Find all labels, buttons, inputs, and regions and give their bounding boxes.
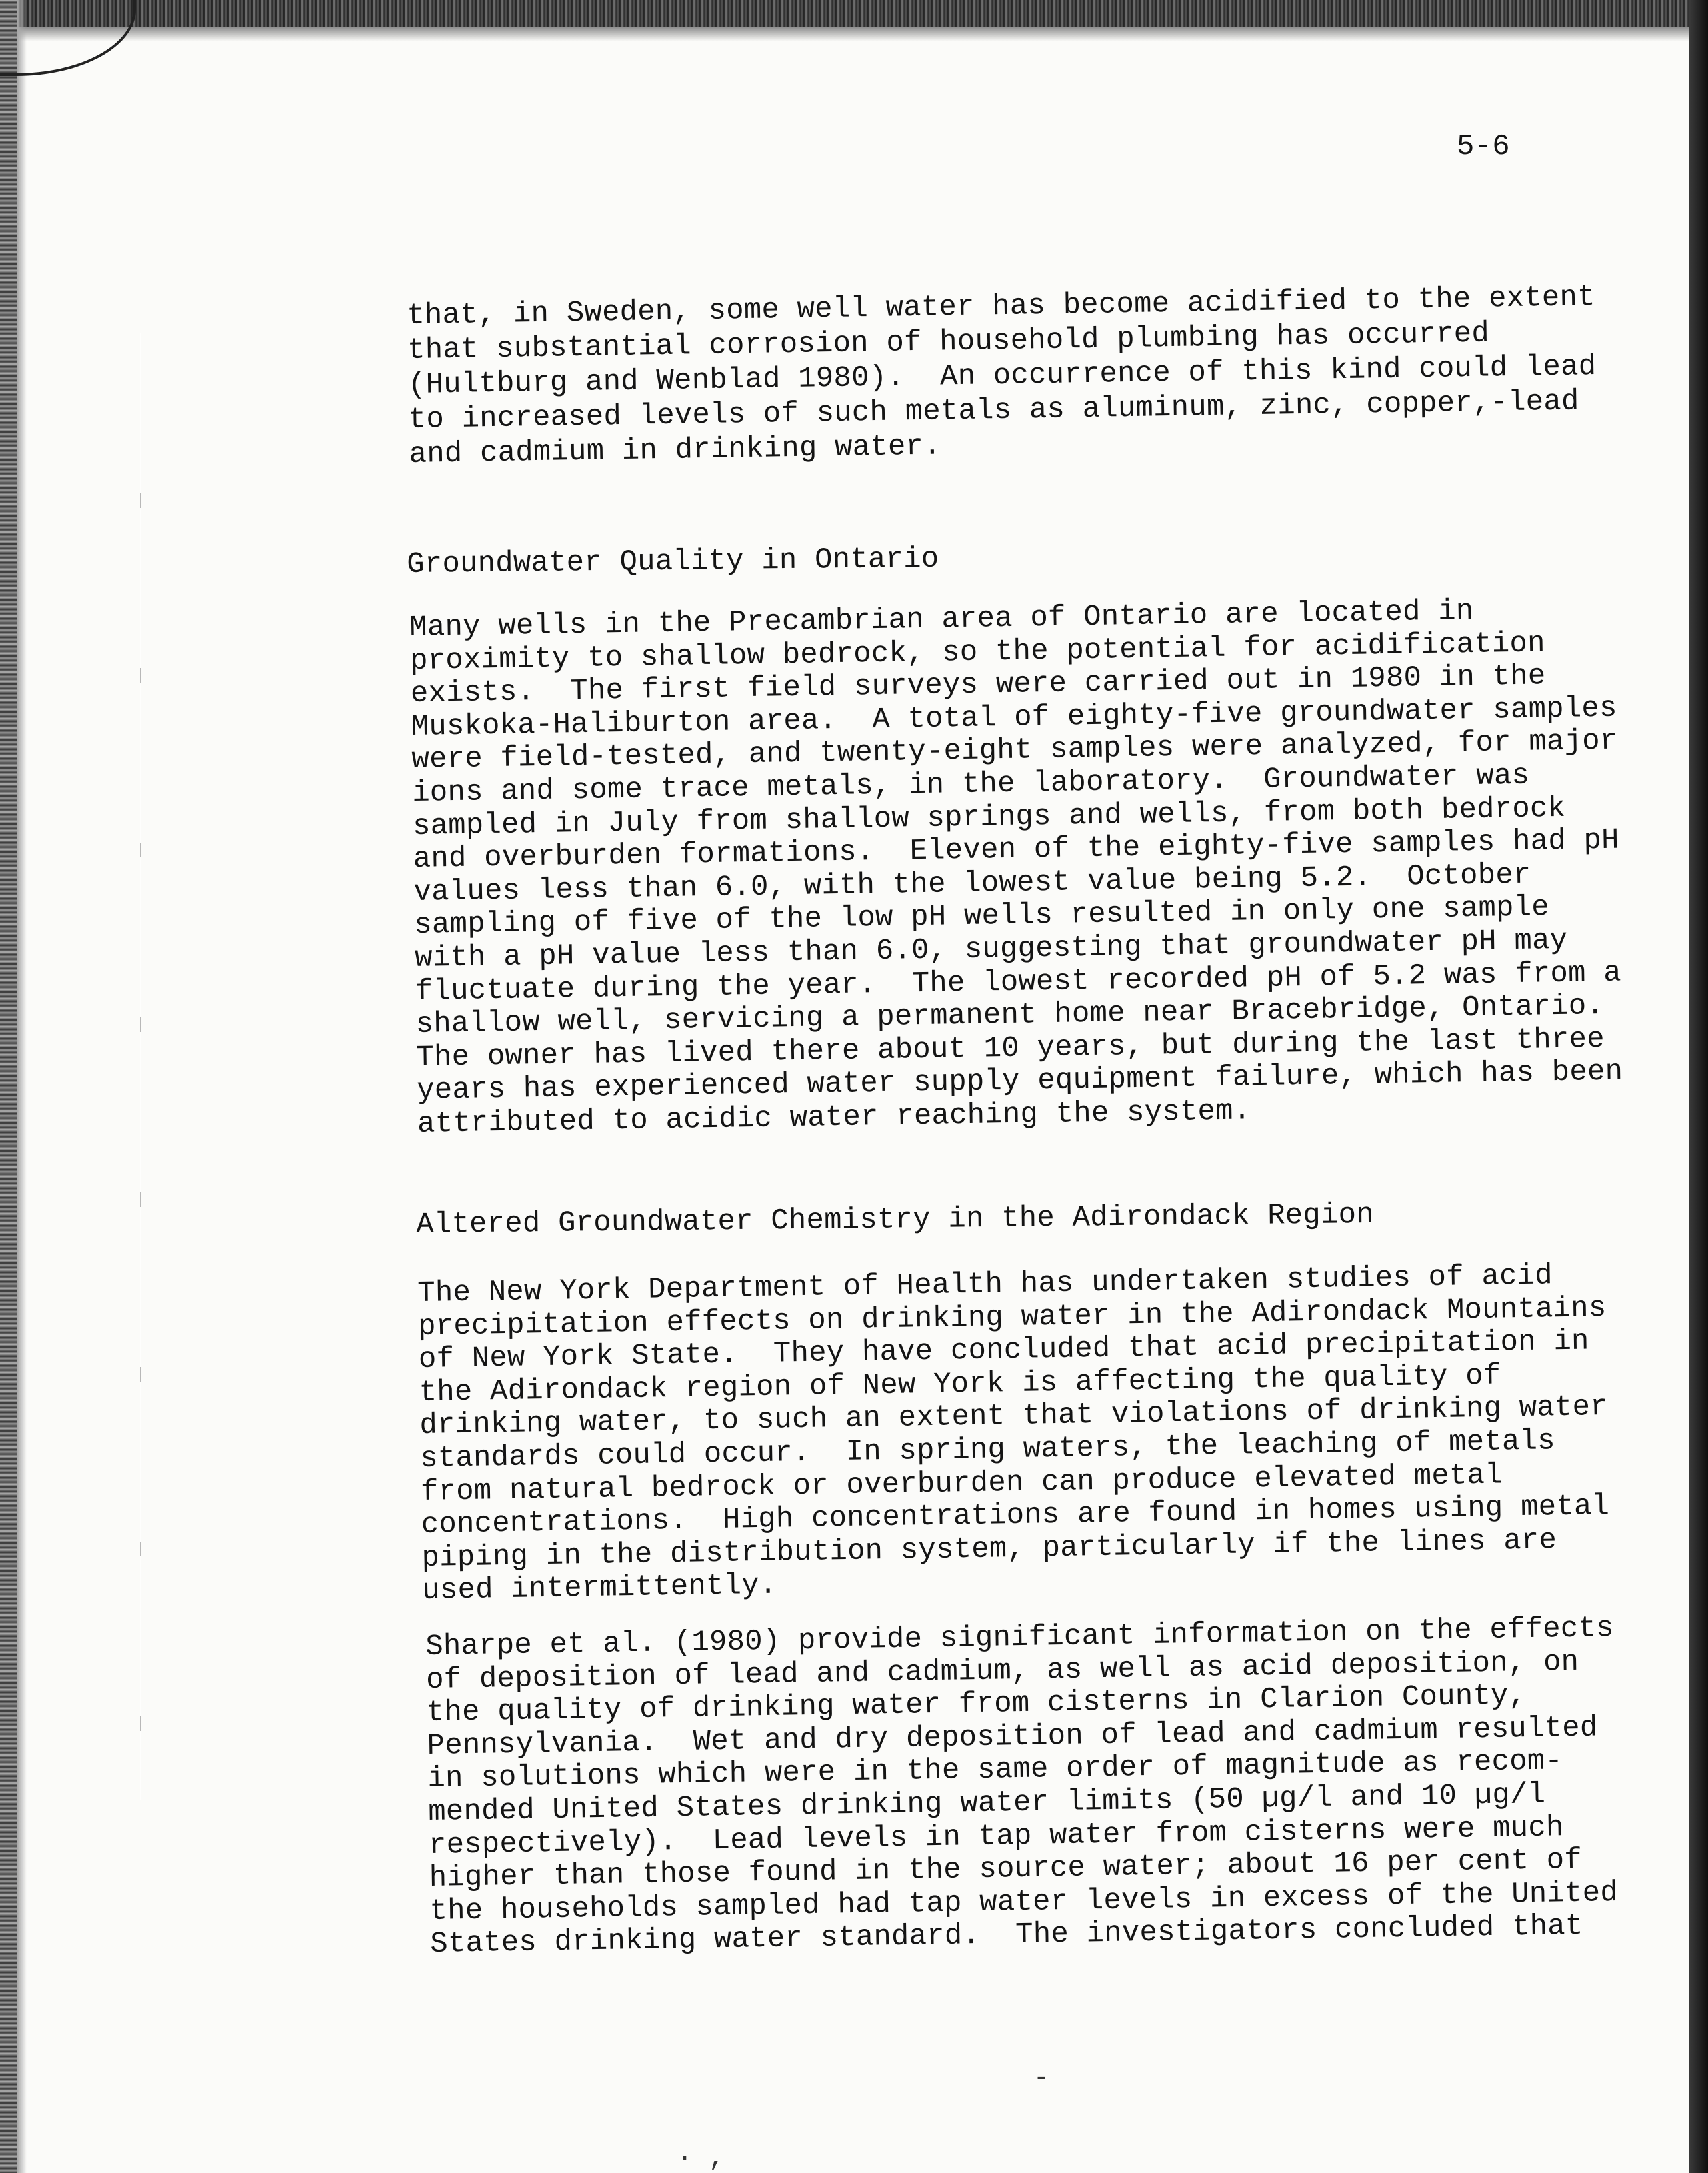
scan-left-edge — [0, 0, 17, 2173]
scan-right-edge — [1689, 0, 1708, 2173]
scan-left-shadow — [17, 0, 27, 2173]
page-number: 5-6 — [1457, 130, 1510, 163]
paragraph-adirondack: The New York Department of Health has undertaken studies of acid precipitation effects on drinking water in the Adirondack Mountains of New York State. They have concluded that acid precipitation in the Adirondack region of New York is affecting the quality of drinking water, to such an extent that violations of drinking water standards could occur. In spring waters, the leaching of metals from natural bedrock or overburden can produce elevated metal concentrations. High concentrations are found in homes using metal piping in the distribution system, particularly if the lines are used intermittently. — [417, 1259, 1610, 1608]
stray-mark-bottom: · , — [677, 2144, 725, 2173]
heading-adirondack: Altered Groundwater Chemistry in the Adirondack Region — [416, 1198, 1375, 1242]
paragraph-sharpe: Sharpe et al. (1980) provide significant information on the effects of deposition of lead and cadmium, as well as acid deposition, on the quality of drinking water from cisterns in Clarion County, Pennsylvania. Wet and dry deposition of lead and cadmium resulted in solutions which were in the same order of magnitude as recom- mended United States drinking water limits (50 µg/l and 10 µg/l respectively). Lead levels in tap water from cisterns were much higher than those found in the source water; about 16 per cent of the households sampled had tap water levels in excess of the United States drinking water standard. The investigators concluded that — [425, 1612, 1619, 1962]
scan-top-shadow — [0, 27, 1708, 41]
heading-ontario: Groundwater Quality in Ontario — [407, 542, 939, 581]
stray-mark-lower: - — [1033, 2064, 1050, 2094]
paragraph-sweden: that, in Sweden, some well water has become acidified to the extent that substantial corrosion of household plumbing has occurred (Hultburg and Wenblad 1980). An occurrence of this kind could lead to increased levels of such metals as aluminum, zinc, copper,-lead and cadmium in drinking water. — [407, 281, 1597, 471]
scan-top-edge — [0, 0, 1708, 27]
page-corner-curl — [0, 0, 136, 76]
paragraph-ontario: Many wells in the Precambrian area of Ontario are located in proximity to shallow bedrock, so the potential for acidification exists. The first field surveys were carried out in 1980 in the Muskoka-Haliburton area. A total of eighty-five groundwater samples were field-tested, and twenty-eight samples were analyzed, for major ions and some trace metals, in the laboratory. Groundwater was sampled in July from shallow springs and wells, from both bedrock and overburden formations. Eleven of the eighty-five samples had pH values less than 6.0, with the lowest value being 5.2. October sampling of five of the low pH wells resulted in only one sample with a pH value less than 6.0, suggesting that groundwater pH may fluctuate during the year. The lowest recorded pH of 5.2 was from a shallow well, servicing a permanent home near Bracebridge, Ontario. The owner has lived there about 10 years, but during the last three years has experienced water supply equipment failure, which has been attributed to acidic water reaching the system. — [409, 594, 1623, 1141]
margin-marks — [140, 333, 141, 1800]
